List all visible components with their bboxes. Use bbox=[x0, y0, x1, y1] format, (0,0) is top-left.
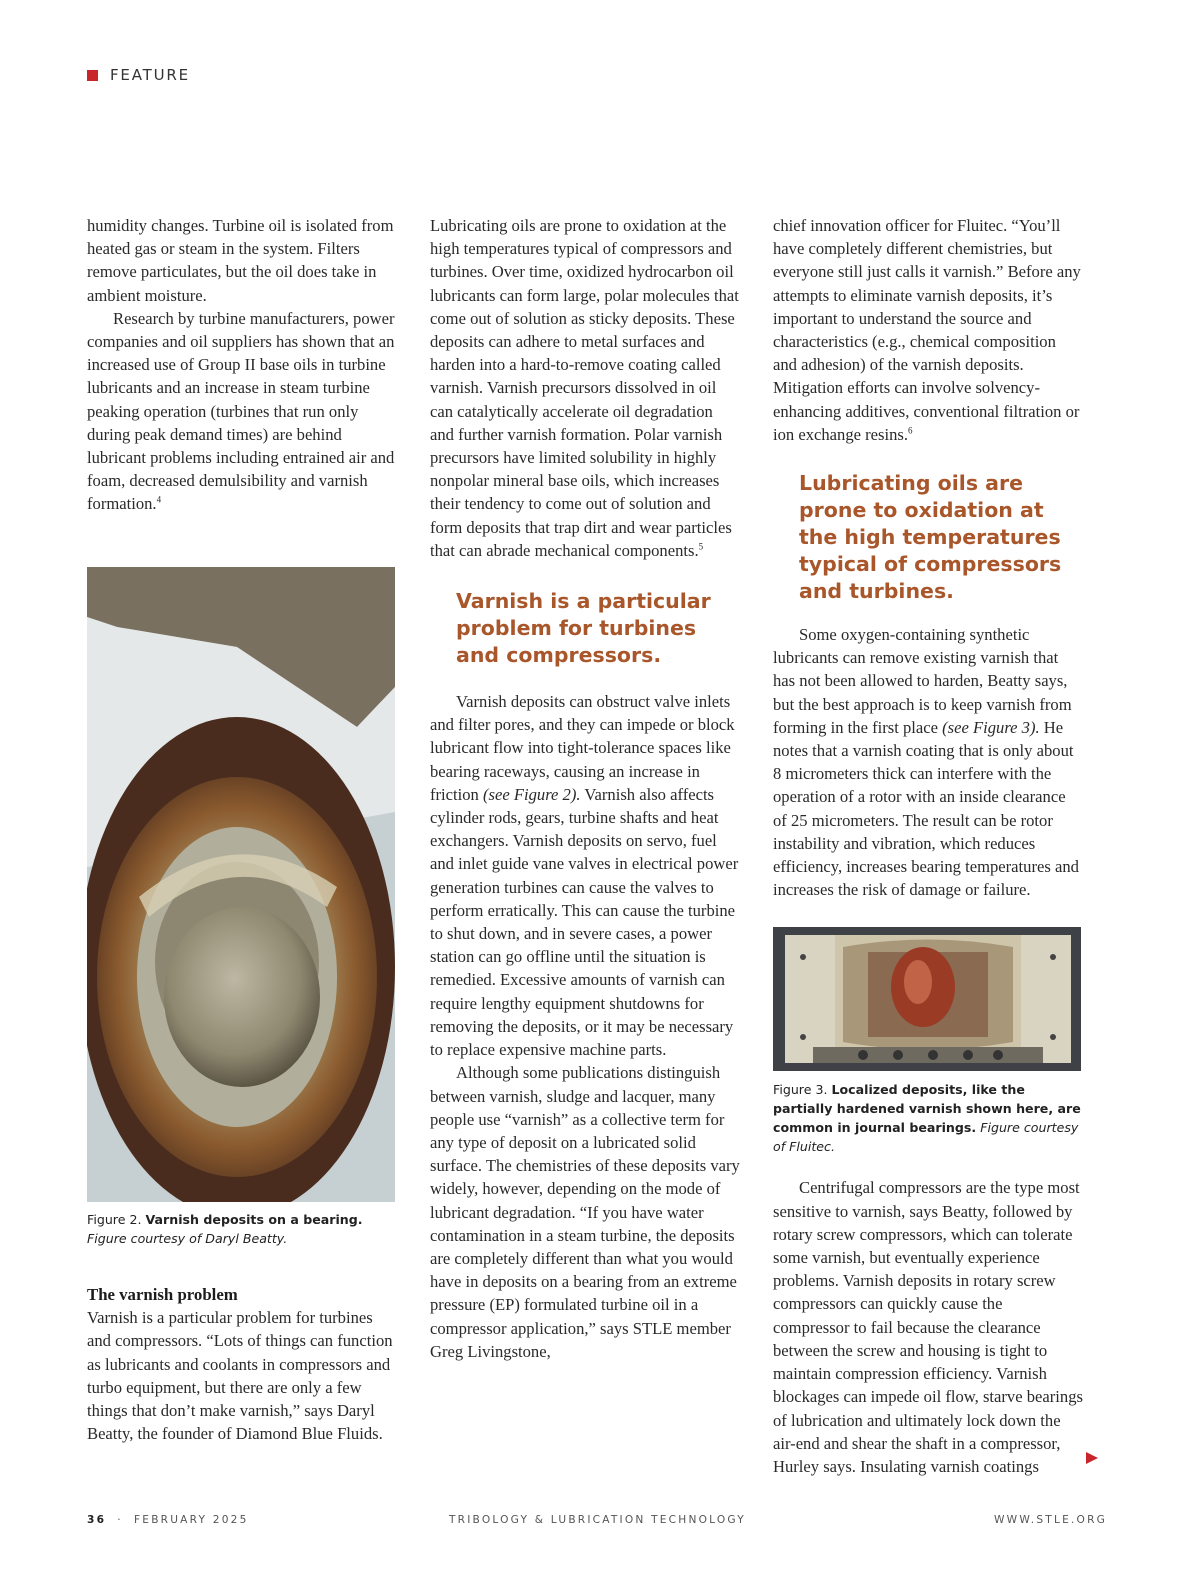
paragraph: Although some publications distinguish between varnish, sludge and lacquer, many people use “varnish” as a collective term for any type of deposit on a lubricated solid surface. The chemistries of these deposits vary widely, however, depending on the mode of lubricant degradation. “If you have water contamination in a steam turbine, the deposits are completely different than what you would have in deposits on a bearing from an extreme pressure (EP) formulated turbine oil in a compressor application,” says STLE member Greg Livingstone, bbox=[430, 1063, 740, 1361]
paragraph: Research by turbine manufacturers, power companies and oil suppliers has shown that an increased use of Group II base oils in turbine lubricants and an increase in steam turbine peaking operation (turbines that run only during peak demand times) are behind lubricant problems including entrained air and foam, decreased demulsibility and varnish formation.$^4$ bbox=[87, 308, 395, 514]
footnote-ref: 5 bbox=[698, 541, 704, 552]
figure-label: Figure 2. bbox=[87, 1212, 142, 1227]
paragraph: Lubricating oils are prone to oxidation at the high temperatures typical of compressors and turbines. Over time, oxidized hydrocarbon oil lubricants can form large, polar molecules that come out of solution as sticky deposits. These deposits can adhere to metal surfaces and harden into a hard-to-remove coating called varnish. Varnish precursors dissolved in oil can catalytically accelerate oil degradation and further varnish formation. Polar varnish precursors have limited solubility in highly nonpolar mineral base oils, which increases their tendency to come out of solution and form deposits that trap dirt and wear particles that can abrade mechanical components.$^5$ bbox=[430, 216, 739, 560]
issue-date: FEBRUARY 2025 bbox=[134, 1514, 249, 1526]
subhead: The varnish problem bbox=[87, 1285, 238, 1304]
publication-name: TRIBOLOGY & LUBRICATION TECHNOLOGY bbox=[449, 1514, 746, 1526]
paragraph: Varnish deposits can obstruct valve inlets and filter pores, and they can impede or block lubricant flow into tight-tolerance spaces like bearing raceways, causing an increase in friction (see Figure 2). Varnish also affects cylinder rods, gears, turbine shafts and heat exchangers. Varnish deposits on servo, fuel and inlet guide vane valves in electrical power generation turbines can cause the valves to perform erratically. This can cause the turbine to shut down, and in severe cases, a power station can go offline until the situation is remedied. Excessive amounts of varnish can require lengthy equipment shutdowns for removing the deposits, or it may be necessary to replace expensive machine parts. bbox=[430, 692, 739, 1060]
figure-2-caption bbox=[87, 1210, 395, 1248]
article-column-3 bbox=[773, 214, 1083, 1478]
footnote-ref: 6 bbox=[908, 425, 913, 436]
figure-reference: (see Figure 3). bbox=[942, 717, 1040, 737]
red-square-icon bbox=[87, 70, 98, 81]
paragraph: humidity changes. Turbine oil is isolated from heated gas or steam in the system. Filters remove particulates, but the oil does take in ambient moisture. bbox=[87, 216, 394, 305]
footer-separator: · bbox=[117, 1514, 123, 1526]
page-number: 36 bbox=[87, 1514, 107, 1526]
section-label: FEATURE bbox=[110, 66, 190, 84]
footnote-ref: 4 bbox=[156, 494, 162, 505]
figure-2-bearing-photo bbox=[87, 567, 395, 1202]
figure-3-caption bbox=[773, 1080, 1083, 1156]
pull-quote: Varnish is a particular problem for turbines and compressors. bbox=[456, 589, 711, 668]
article-column-1 bbox=[87, 214, 395, 516]
caption-text: Localized deposits, like the partially hardened varnish shown here, are common in journal bearings. bbox=[773, 1082, 1081, 1136]
paragraph: Varnish is a particular problem for turbines and compressors. “Lots of things can function as lubricants and coolants in compressors and turbo equipment, but there are only a few things that don’t make varnish,” says Daryl Beatty, the founder of Diamond Blue Fluids. bbox=[87, 1308, 393, 1444]
article-column-1-continued bbox=[87, 1283, 395, 1445]
footer-page-info bbox=[87, 1514, 249, 1526]
photo-credit: Figure courtesy of Fluitec. bbox=[773, 1120, 1079, 1155]
paragraph: Centrifugal compressors are the type most sensitive to varnish, says Beatty, followed by rotary screw compressors, which can tolerate some varnish, but eventually experience problems. Varnish deposits in rotary screw compressors can quickly cause the compressor to fail because the clearance between the screw and housing is tight to maintain compression efficiency. Varnish blockages can impede oil flow, starve bearings of lubrication and ultimately lock down the air-end and shear the shaft in a compressor, Hurley says. Insulating varnish coatings bbox=[773, 1178, 1083, 1476]
photo-credit: Figure courtesy of Daryl Beatty. bbox=[87, 1231, 288, 1246]
caption-text: Varnish deposits on a bearing. bbox=[145, 1212, 363, 1227]
pull-quote: Lubricating oils are prone to oxidation at the high temperatures typical of compressors and turbines. bbox=[799, 471, 1062, 604]
website-link[interactable]: WWW.STLE.ORG bbox=[994, 1514, 1108, 1526]
article-column-2 bbox=[430, 214, 740, 1363]
figure-reference: (see Figure 2). bbox=[483, 784, 581, 804]
paragraph: Some oxygen-containing synthetic lubricants can remove existing varnish that has not been allowed to harden, Beatty says, but the best approach is to keep varnish from forming in the first place (see Figure 3). He notes that a varnish coating that is only about 8 micrometers thick can interfere with the operation of a rotor with an inside clearance of 25 micrometers. The result can be rotor instability and vibration, which reduces efficiency, increases bearing temperatures and increases the risk of damage or failure. bbox=[773, 625, 1079, 900]
figure-label: Figure 3. bbox=[773, 1082, 828, 1098]
continue-arrow-icon bbox=[1086, 1452, 1098, 1464]
figure-3-journal-bearing-photo bbox=[773, 927, 1081, 1071]
section-header bbox=[87, 66, 190, 84]
paragraph: chief innovation officer for Fluitec. “You’ll have completely different chemistries, but everyone still just calls it varnish.” Before any attempts to eliminate varnish deposits, it’s important to understand the source and characteristics (e.g., chemical composition and adhesion) of the varnish deposits. Mitigation efforts can involve solvency-enhancing additives, conventional filtration or ion exchange resins.$^6$ bbox=[773, 216, 1081, 444]
